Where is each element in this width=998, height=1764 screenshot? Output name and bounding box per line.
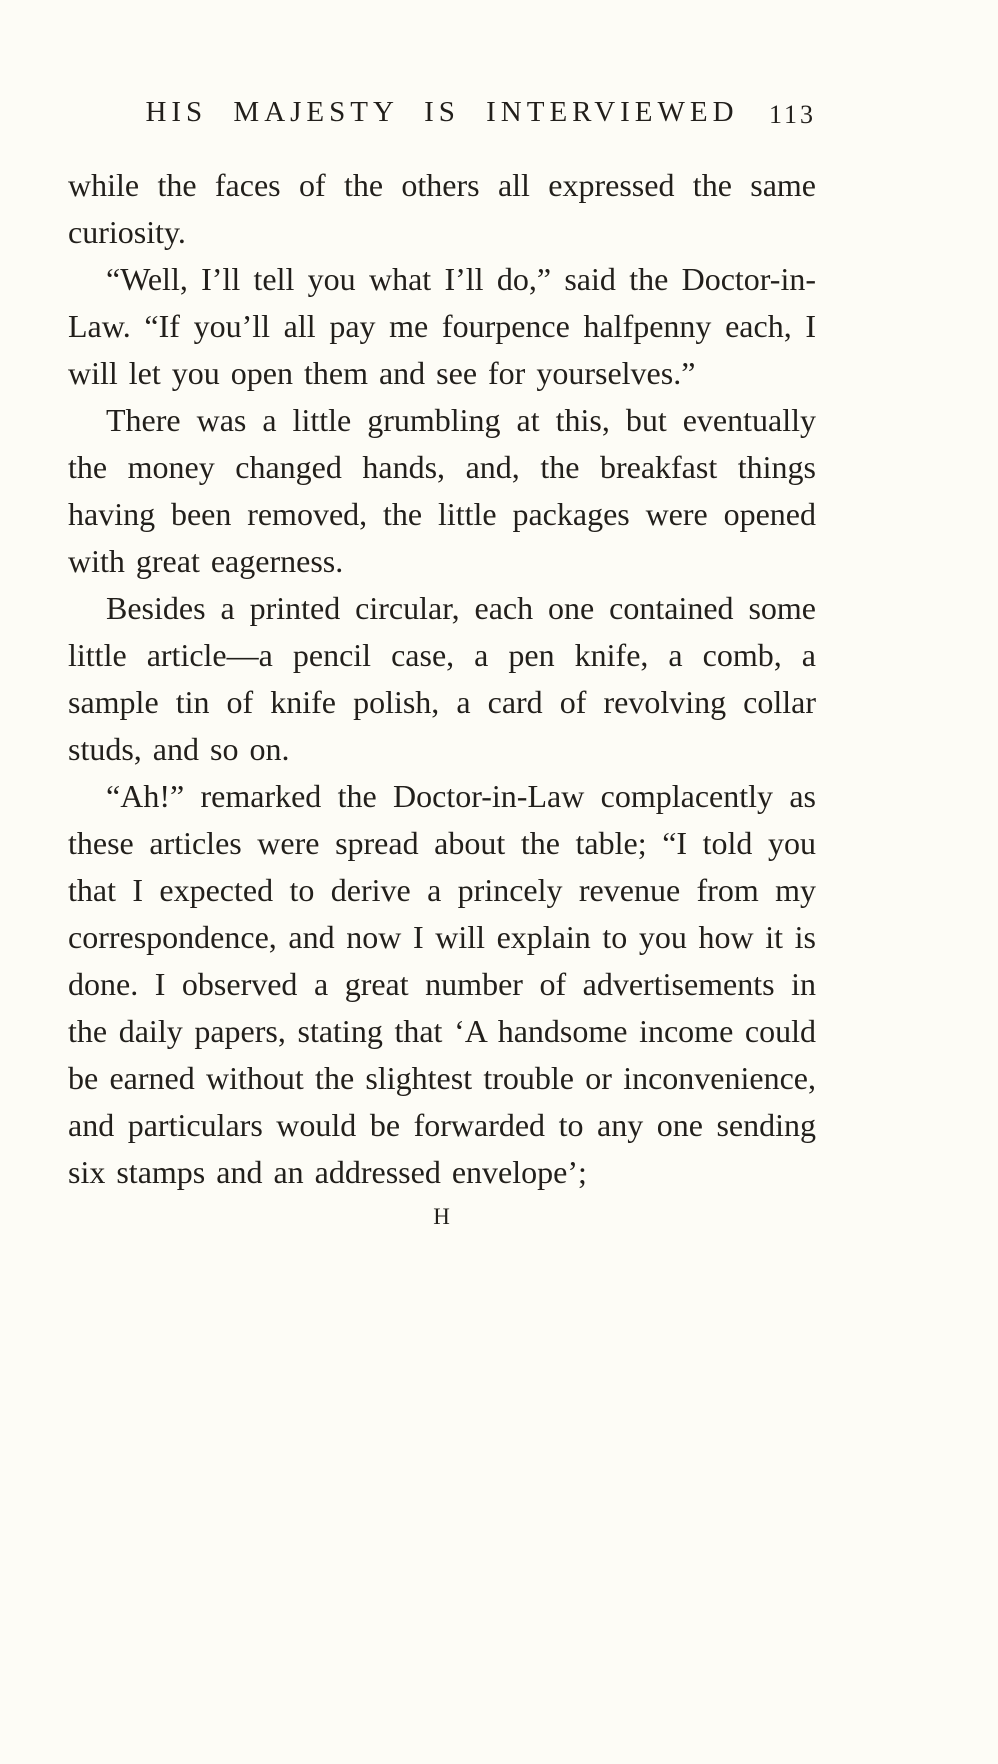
paragraph: There was a little grumbling at this, but eventually the money changed hands, and, the breakfast things having been removed, the little packages were opened with great eagerness. bbox=[68, 402, 816, 579]
paragraph: “Well, I’ll tell you what I’ll do,” said the Doctor-in-Law. “If you’ll all pay me fourpence halfpenny each, I will let you open them and see for yourselves.” bbox=[68, 261, 816, 391]
paragraph: Besides a printed circular, each one contained some little article—a pencil case, a pen knife, a comb, a sample tin of knife polish, a card of revolving collar studs, and so on. bbox=[68, 590, 816, 767]
page-number: 113 bbox=[768, 100, 816, 129]
signature-line bbox=[68, 1202, 816, 1232]
running-head-title: HIS MAJESTY IS INTERVIEWED bbox=[145, 96, 739, 128]
paragraph: “Ah!” remarked the Doctor-in-Law complacently as these articles were spread about the table; “I told you that I expected to derive a princely revenue from my correspondence, and now I will explain to you how it is done. I observed a great number of advertisements in the daily papers, stating that ‘A handsome income could be earned without the slightest trouble or inconvenience, and particulars would be forwarded to any one sending six stamps and an addressed envelope’; bbox=[68, 778, 816, 1190]
running-head bbox=[68, 94, 816, 130]
body-text bbox=[68, 162, 816, 1196]
signature-mark: H bbox=[433, 1204, 451, 1229]
paragraph-continuation: while the faces of the others all expressed the same curiosity. bbox=[68, 167, 816, 250]
